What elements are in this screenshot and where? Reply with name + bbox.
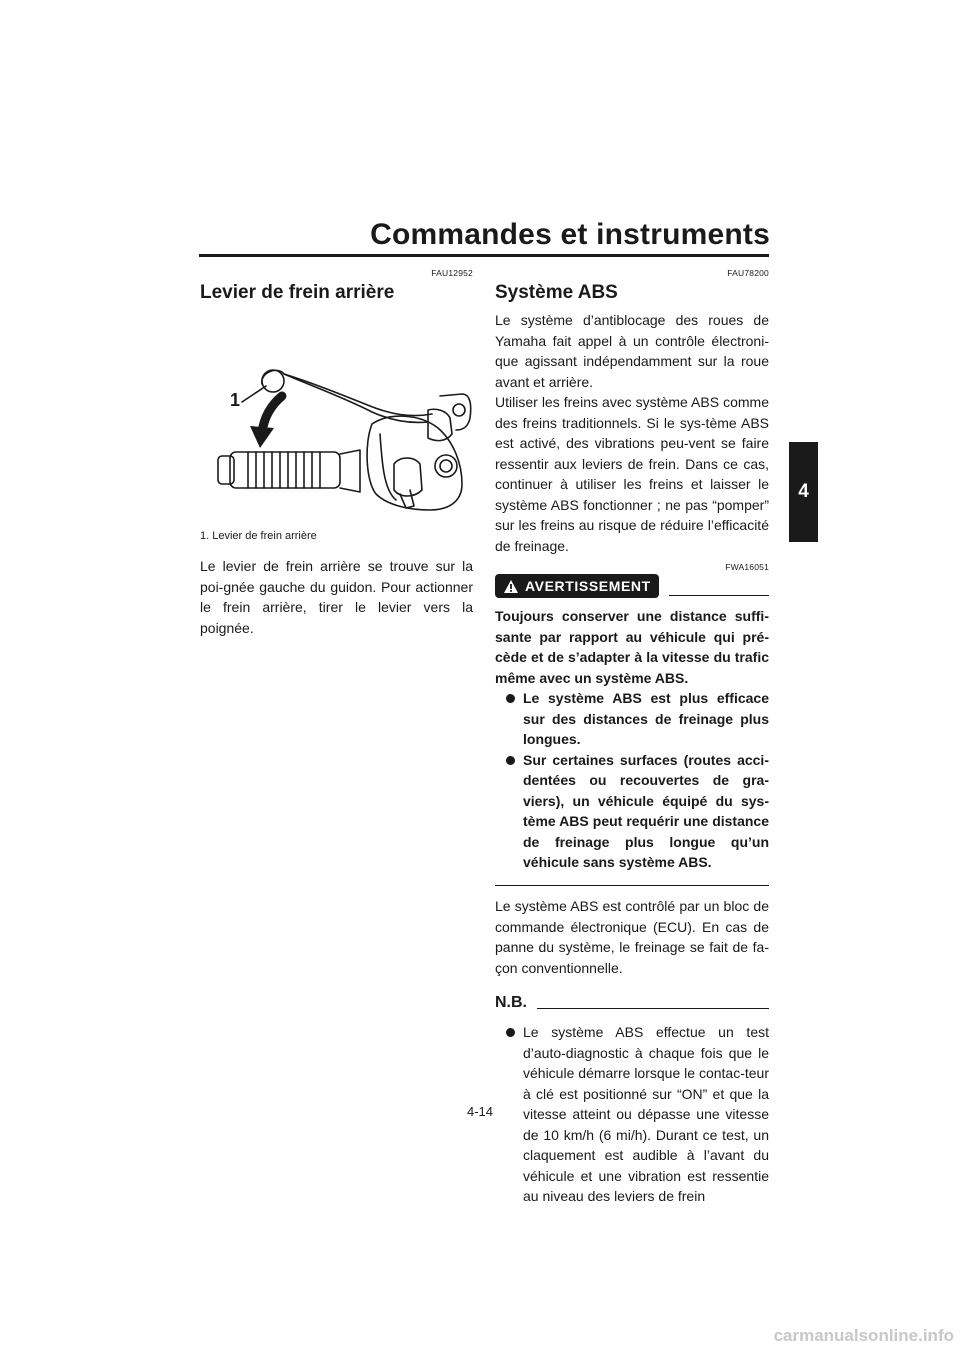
section-title-rear-brake: Levier de frein arrière xyxy=(200,282,395,303)
note-label: N.B. xyxy=(495,994,527,1011)
warning-badge xyxy=(495,574,659,598)
warning-bullet: Sur certaines surfaces (routes acci-dentées ou recouvertes de gra-viers), un véhicule équipé du sys-tème ABS peut requérir une distance de freinage plus longue qu’un véhicule sans système ABS. xyxy=(495,750,769,873)
warning-label: AVERTISSEMENT xyxy=(525,578,651,594)
warning-triangle-icon xyxy=(503,579,519,594)
warning-bullets xyxy=(495,688,769,873)
section-code: FAU12952 xyxy=(431,268,473,278)
note-header xyxy=(495,994,769,1012)
figure-callout-1: 1 xyxy=(230,390,241,410)
warning-bullet: Le système ABS est plus efficace sur des distances de freinage plus longues. xyxy=(495,688,769,750)
note-rule xyxy=(537,1008,769,1010)
abs-ecu-text: Le système ABS est contrôlé par un bloc de commande électronique (ECU). En cas de panne du système, le freinage se fait de fa-çon conventionnelle. xyxy=(495,898,769,976)
warning-end-rule xyxy=(495,885,769,887)
abs-usage: Utiliser les freins avec système ABS comme des freins traditionnels. Si le sys-tème ABS est activé, des vibrations peu-vent se faire ressentir aux leviers de frein. Dans ce cas, continuer à utiliser les freins et laisser le système ABS fonctionner ; ne pas “pomper” sur les freins au risque de réduire l’efficacité de freinage. xyxy=(495,394,769,554)
bullet-icon xyxy=(506,1028,515,1037)
abs-intro: Le système d’antiblocage des roues de Yamaha fait appel à un contrôle électroni-que agissant indépendamment sur la roue avant et arrière. xyxy=(495,312,769,390)
section-code-abs: FAU78200 xyxy=(727,268,769,278)
warning-code: FWA16051 xyxy=(725,562,769,572)
warning-header xyxy=(495,574,769,598)
rear-brake-body: Le levier de frein arrière se trouve sur la poi-gnée gauche du guidon. Pour actionner le frein arrière, tirer le levier vers la poignée. xyxy=(200,558,473,636)
figure-caption: 1. Levier de frein arrière xyxy=(200,530,317,542)
chapter-tab: 4 xyxy=(789,442,818,542)
page-number: 4-14 xyxy=(466,1104,494,1119)
brake-lever-illustration xyxy=(200,314,473,524)
page-header-title: Commandes et instruments xyxy=(370,218,770,251)
warning-rule xyxy=(669,595,769,597)
left-column xyxy=(200,268,473,638)
warning-body xyxy=(495,606,769,873)
header-rule xyxy=(199,254,769,257)
note-item: Le système ABS effectue un test d’auto-diagnostic à chaque fois que le véhicule démarre lorsque le contac-teur à clé est positionné sur “ON” et que la vitesse atteint ou dépasse une vitesse de 10 km/h (6 mi/h). Durant ce test, un claquement est audible à l’avant du véhicule et une vibration est ressentie au niveau des leviers de frein xyxy=(495,1022,769,1207)
bullet-icon xyxy=(506,756,515,765)
watermark: carmanualsonline.info xyxy=(773,1326,954,1345)
bullet-icon xyxy=(506,694,515,703)
warning-text: Toujours conserver une distance suffi-sante par rapport au véhicule qui pré-cède et de s’adapter à la vitesse du trafic même avec un système ABS. xyxy=(495,608,769,686)
section-title-abs: Système ABS xyxy=(495,282,618,303)
brake-lever-figure xyxy=(200,314,473,524)
right-column xyxy=(495,268,769,1207)
